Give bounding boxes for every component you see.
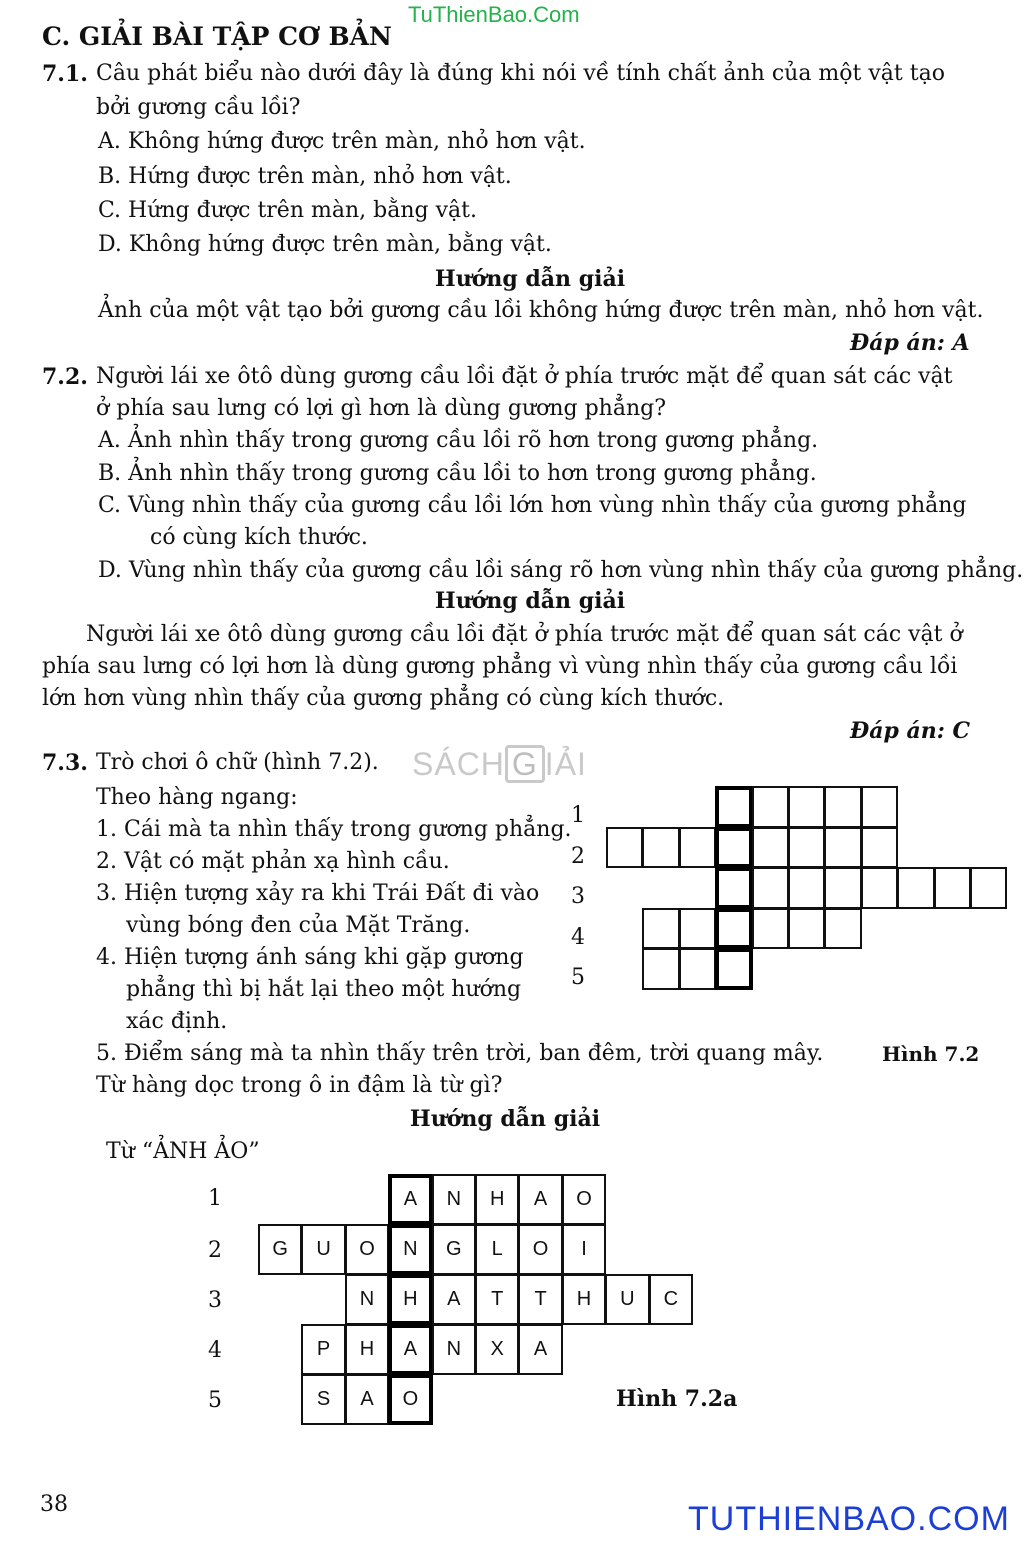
answer-grid-cell: O [345,1224,389,1275]
q73-text: Trò chơi ô chữ (hình 7.2). [96,750,379,775]
grid-row-number-2: 2 [571,844,585,869]
empty-grid-cell [606,827,643,869]
answer-row-number-2: 2 [208,1238,222,1263]
empty-grid-cell [861,827,898,869]
answer-grid-cell: H [388,1274,432,1325]
q71-option-a: A. Không hứng được trên màn, nhỏ hơn vật. [98,129,586,154]
answer-grid-cell: H [475,1174,519,1225]
answer-grid-cell: A [388,1174,432,1225]
answer-grid-cell: A [518,1324,562,1375]
answer-grid-cell: T [475,1274,519,1325]
q72-number: 7.2. [42,364,88,390]
empty-grid-cell [861,786,898,828]
q73-guide-text: Từ “ẢNH ẢO” [106,1139,260,1164]
empty-grid-cell [897,867,934,909]
q72-answer: Đáp án: C [850,718,971,744]
empty-grid-cell [788,786,825,828]
q71-answer: Đáp án: A [850,330,970,356]
empty-grid-cell [715,867,752,909]
q73-item-2: 2. Vật có mặt phản xạ hình cầu. [96,849,450,874]
q72-guide-title: Hướng dẫn giải [434,588,626,614]
empty-grid-cell [715,948,752,990]
answer-grid-cell: O [518,1224,562,1275]
grid-row-number-5: 5 [571,965,585,990]
empty-grid-cell [788,908,825,950]
empty-grid-cell [934,867,971,909]
section-title: C. GIẢI BÀI TẬP CƠ BẢN [42,22,392,51]
q72-guide-line1: Người lái xe ôtô dùng gương cầu lồi đặt ở phía trước mặt để quan sát các vật ở [86,622,963,647]
figure-7-2-label: Hình 7.2 [882,1042,980,1066]
q73-horizontal-label: Theo hàng ngang: [96,785,298,810]
q72-option-b: B. Ảnh nhìn thấy trong gương cầu lồi to hơn trong gương phẳng. [98,461,817,486]
watermark-suffix: IẢI [544,746,587,782]
empty-grid-cell [824,908,861,950]
empty-grid-cell [824,786,861,828]
q72-text-line2: ở phía sau lưng có lợi gì hơn là dùng gương phẳng? [96,396,667,421]
empty-grid-cell [788,867,825,909]
answer-grid-cell: P [301,1324,345,1375]
answer-grid-cell: T [518,1274,562,1325]
empty-grid-cell [715,827,752,869]
page-number: 38 [40,1492,68,1517]
empty-grid-cell [970,867,1007,909]
empty-grid-cell [679,827,716,869]
empty-grid-cell [679,948,716,990]
empty-grid-cell [715,908,752,950]
answer-row-number-4: 4 [208,1338,222,1363]
answer-grid-cell: L [475,1224,519,1275]
answer-grid-cell: G [432,1224,476,1275]
empty-grid-cell [824,867,861,909]
q71-option-b: B. Hứng được trên màn, nhỏ hơn vật. [98,164,512,189]
q72-guide-line3: lớn hơn vùng nhìn thấy của gương phẳng có cùng kích thước. [42,686,725,711]
q73-item-3: 3. Hiện tượng xảy ra khi Trái Đất đi vào [96,881,540,906]
answer-row-number-5: 5 [208,1388,222,1413]
answer-grid-cell: H [562,1274,606,1325]
figure-7-2a-label: Hình 7.2a [616,1386,738,1412]
q71-option-c: C. Hứng được trên màn, bằng vật. [98,198,477,223]
answer-grid-cell: U [605,1274,649,1325]
answer-grid-cell: A [518,1174,562,1225]
q72-text-line1: Người lái xe ôtô dùng gương cầu lồi đặt ở phía trước mặt để quan sát các vật [96,364,953,389]
answer-grid-cell: O [388,1374,432,1425]
q73-number: 7.3. [42,750,88,776]
q71-number: 7.1. [42,61,88,87]
answer-row-number-3: 3 [208,1288,222,1313]
q71-text-line2: bởi gương cầu lồi? [96,95,301,120]
answer-grid-cell: N [432,1174,476,1225]
answer-grid-cell: H [345,1324,389,1375]
grid-row-number-1: 1 [571,803,585,828]
q72-option-c-cont: có cùng kích thước. [150,525,368,550]
q73-item-4-cont2: xác định. [126,1009,228,1034]
empty-grid-cell [752,786,789,828]
empty-grid-cell [642,908,679,950]
answer-grid-cell: A [388,1324,432,1375]
empty-grid-cell [861,867,898,909]
q72-option-a: A. Ảnh nhìn thấy trong gương cầu lồi rõ hơn trong gương phẳng. [98,428,819,453]
q71-guide-text: Ảnh của một vật tạo bởi gương cầu lồi không hứng được trên màn, nhỏ hơn vật. [98,298,984,323]
q72-option-d: D. Vùng nhìn thấy của gương cầu lồi sáng rõ hơn vùng nhìn thấy của gương phẳng. [98,558,1024,583]
answer-grid-cell: U [301,1224,345,1275]
q73-item-1: 1. Cái mà ta nhìn thấy trong gương phẳng. [96,817,572,842]
empty-grid-cell [679,908,716,950]
q73-question: Từ hàng dọc trong ô in đậm là từ gì? [96,1073,503,1098]
empty-grid-cell [642,948,679,990]
answer-grid-cell: N [432,1324,476,1375]
answer-grid-cell: G [258,1224,302,1275]
q73-item-5: 5. Điểm sáng mà ta nhìn thấy trên trời, ban đêm, trời quang mây. [96,1041,824,1066]
answer-grid-cell: A [432,1274,476,1325]
empty-grid-cell [752,867,789,909]
q73-item-4: 4. Hiện tượng ánh sáng khi gặp gương [96,945,524,970]
answer-grid-cell: X [475,1324,519,1375]
watermark-top: TuThienBao.Com [408,2,580,27]
empty-grid-cell [824,827,861,869]
q71-option-d: D. Không hứng được trên màn, bằng vật. [98,232,552,257]
q71-guide-title: Hướng dẫn giải [434,266,626,292]
watermark-bottom: TUTHIENBAO.COM [688,1500,1010,1538]
watermark-prefix: SÁCH [412,746,505,782]
q73-item-3-cont: vùng bóng đen của Mặt Trăng. [126,913,471,938]
grid-row-number-4: 4 [571,925,585,950]
answer-grid-cell: O [562,1174,606,1225]
answer-grid-cell: N [388,1224,432,1275]
q73-item-4-cont1: phẳng thì bị hắt lại theo một hướng [126,977,522,1002]
q72-option-c: C. Vùng nhìn thấy của gương cầu lồi lớn hơn vùng nhìn thấy của gương phẳng [98,493,967,518]
empty-grid-cell [788,827,825,869]
answer-grid-cell: A [345,1374,389,1425]
watermark-sachgiai [412,745,587,783]
answer-grid-cell: I [562,1224,606,1275]
watermark-g-logo: G [505,745,545,783]
empty-grid-cell [752,827,789,869]
empty-grid-cell [715,786,752,828]
answer-row-number-1: 1 [208,1186,222,1211]
q72-guide-line2: phía sau lưng có lợi hơn là dùng gương phẳng vì vùng nhìn thấy của gương cầu lồi [42,654,958,679]
empty-grid-cell [752,908,789,950]
answer-grid-cell: C [649,1274,693,1325]
q71-text-line1: Câu phát biểu nào dưới đây là đúng khi nói về tính chất ảnh của một vật tạo [96,61,945,86]
answer-grid-cell: N [345,1274,389,1325]
q73-guide-title: Hướng dẫn giải [409,1106,601,1132]
answer-grid-cell: S [301,1374,345,1425]
empty-grid-cell [642,827,679,869]
grid-row-number-3: 3 [571,884,585,909]
